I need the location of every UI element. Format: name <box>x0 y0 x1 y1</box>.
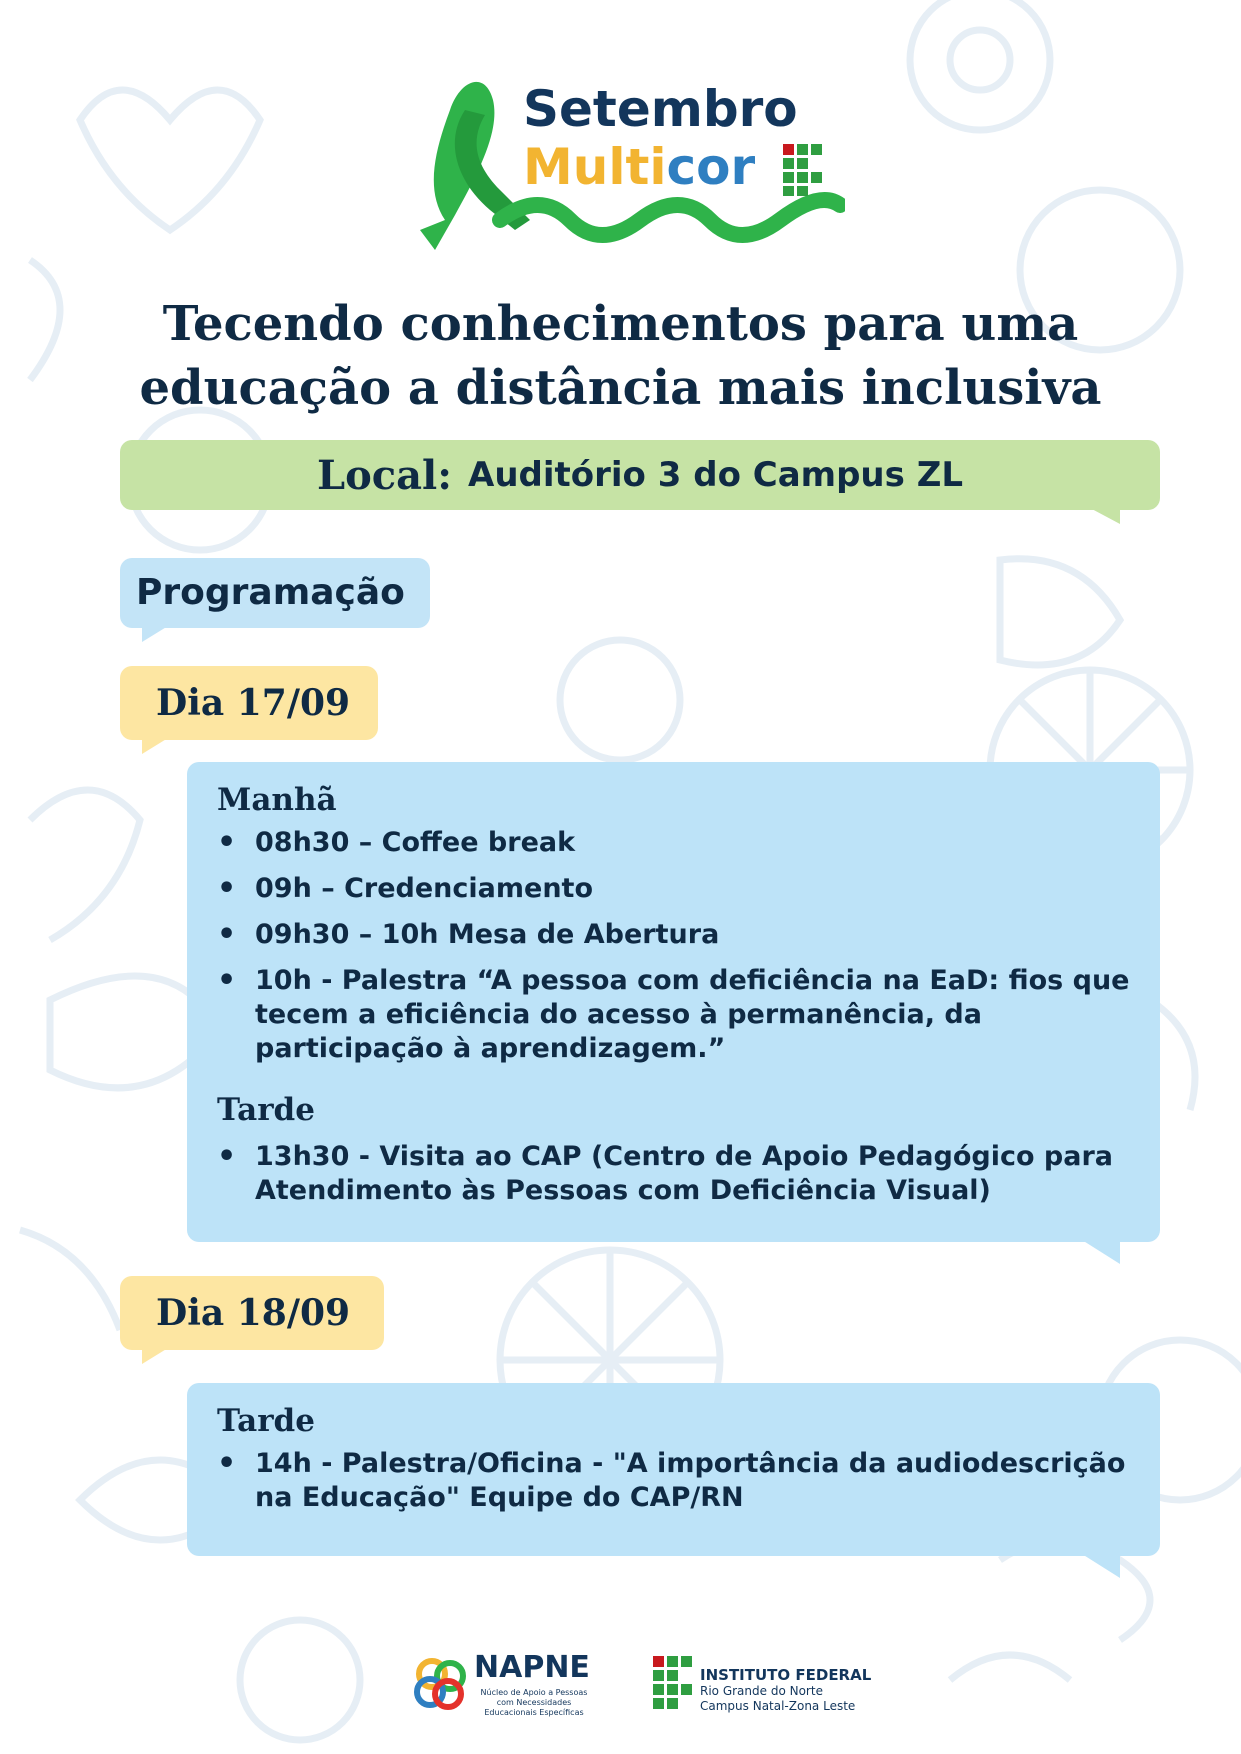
day2-bubble <box>120 1276 384 1350</box>
list-item: • 10h - Palestra “A pessoa com deficiência na EaD: fios que tecem a eficiência do acesso à permanência, da participação à aprendizagem.” <box>217 964 1137 1066</box>
napne-title: NAPNE <box>474 1650 590 1685</box>
day2-afternoon-list <box>217 1447 1137 1527</box>
napne-circles-icon <box>410 1652 472 1714</box>
ifrn-name: INSTITUTO FEDERAL <box>700 1666 872 1684</box>
ifrn-campus: Campus Natal-Zona Leste <box>700 1699 856 1713</box>
day2-label: Dia 18/09 <box>156 1292 351 1334</box>
list-item: • 09h – Credenciamento <box>217 872 1137 906</box>
local-value: Auditório 3 do Campus ZL <box>468 455 964 495</box>
day2-afternoon-heading: Tarde <box>217 1403 315 1439</box>
napne-logo <box>410 1650 590 1720</box>
logo-word-setembro: Setembro <box>523 80 798 138</box>
ifrn-logo <box>653 1656 913 1716</box>
list-item: • 09h30 – 10h Mesa de Abertura <box>217 918 1137 952</box>
title-line-2: educação a distância mais inclusiva <box>139 360 1102 416</box>
if-grid-icon <box>653 1656 693 1710</box>
afternoon-heading: Tarde <box>217 1092 315 1128</box>
programacao-heading: Programação <box>136 572 405 613</box>
logo-word-cor: cor <box>666 138 756 196</box>
logo-word-multi: Multi <box>523 138 667 196</box>
local-label: Local: <box>316 451 452 499</box>
day2-schedule-panel <box>187 1383 1160 1556</box>
list-item: • 13h30 - Visita ao CAP (Centro de Apoio Pedagógico para Atendimento às Pessoas com Deficiência Visual) <box>217 1140 1137 1208</box>
setembro-multicor-logo <box>405 70 845 260</box>
list-item: • 14h - Palestra/Oficina - "A importância da audiodescrição na Educação" Equipe do CAP/RN <box>217 1447 1137 1515</box>
morning-heading: Manhã <box>217 782 337 818</box>
day1-bubble <box>120 666 378 740</box>
napne-subtitle: Núcleo de Apoio a Pessoas com Necessidades Educacionais Específicas <box>480 1688 588 1717</box>
local-bubble <box>120 440 1160 510</box>
ifrn-state: Rio Grande do Norte <box>700 1684 823 1698</box>
list-item: • 08h30 – Coffee break <box>217 826 1137 860</box>
morning-list <box>217 826 1137 1078</box>
if-grid-icon <box>783 144 823 196</box>
day1-schedule-panel <box>187 762 1160 1242</box>
page-title <box>60 292 1181 420</box>
day1-label: Dia 17/09 <box>156 682 351 724</box>
afternoon-list <box>217 1140 1137 1220</box>
title-line-1: Tecendo conhecimentos para uma <box>162 296 1079 352</box>
logo-word-multicor <box>523 138 755 196</box>
programacao-bubble <box>120 558 430 628</box>
